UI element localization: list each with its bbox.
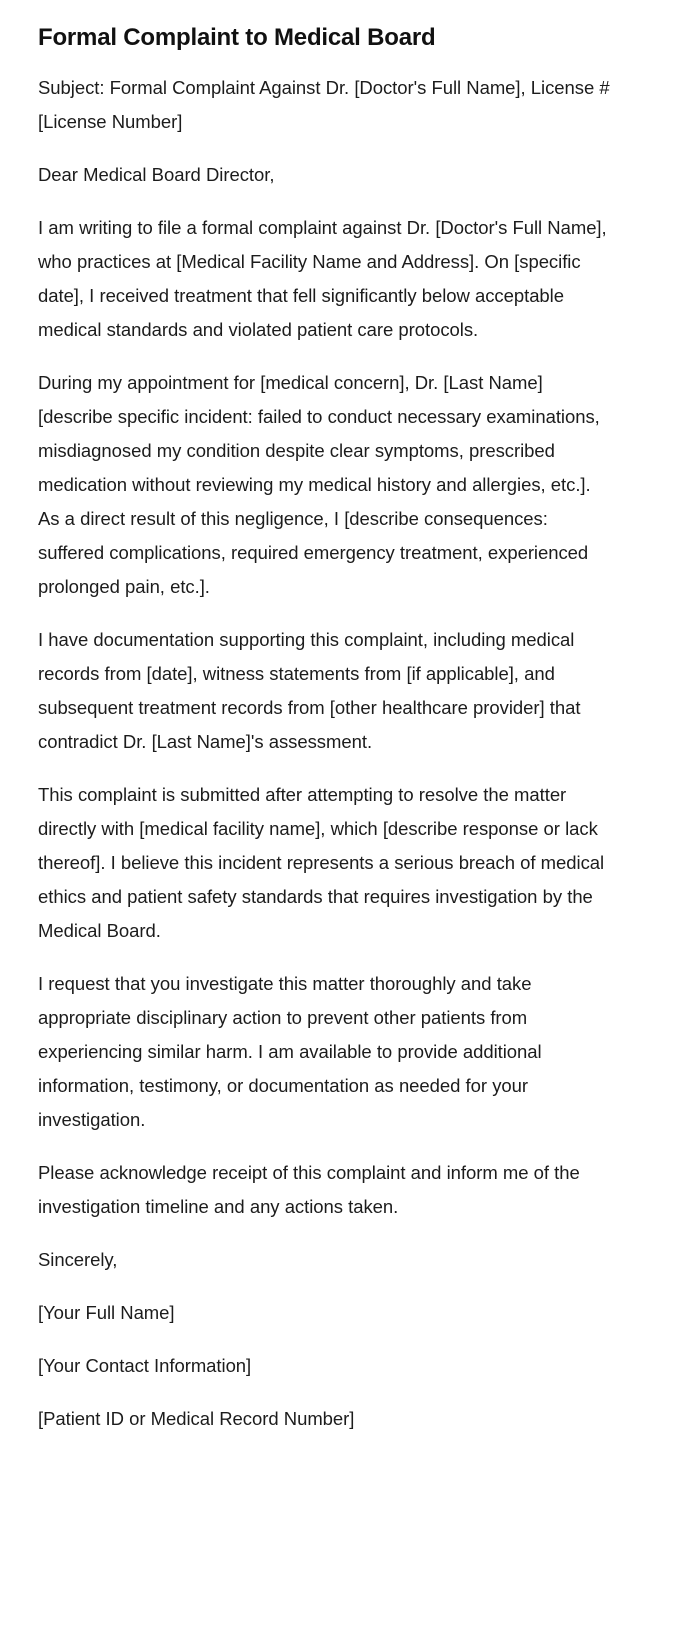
signature-patient-id: [Patient ID or Medical Record Number]: [38, 1408, 355, 1429]
signature-contact: [Your Contact Information]: [38, 1355, 252, 1376]
subject-line: Subject: Formal Complaint Against Dr. [Doctor's Full Name], License #[License Number]: [38, 77, 610, 132]
closing: Sincerely,: [38, 1249, 118, 1270]
paragraph-intro: I am writing to file a formal complaint against Dr. [Doctor's Full Name], who practices at [Medical Facility Name and Address]. On [specific date], I received treatment that fell significantly below acceptable medical standards and violated patient care protocols.: [38, 217, 607, 340]
salutation: Dear Medical Board Director,: [38, 164, 275, 185]
document-body: [38, 71, 615, 1436]
signature-name: [Your Full Name]: [38, 1302, 175, 1323]
paragraph-acknowledgement: Please acknowledge receipt of this complaint and inform me of the investigation timeline and any actions taken.: [38, 1162, 580, 1217]
page-title: Formal Complaint to Medical Board: [38, 24, 436, 51]
paragraph-request: I request that you investigate this matter thoroughly and take appropriate disciplinary action to prevent other patients from experiencing similar harm. I am available to provide additional information, testimony, or documentation as needed for your investigation.: [38, 973, 542, 1130]
paragraph-incident: During my appointment for [medical concern], Dr. [Last Name] [describe specific incident: failed to conduct necessary examinations, misdiagnosed my condition despite clear symptoms, prescribed medication without reviewing my medical history and allergies, etc.]. As a direct result of this negligence, I [describe consequences: suffered complications, required emergency treatment, experienced prolonged pain, etc.].: [38, 372, 600, 597]
paragraph-prior-resolution: This complaint is submitted after attempting to resolve the matter directly with [medical facility name], which [describe response or lack thereof]. I believe this incident represents a serious breach of medical ethics and patient safety standards that requires investigation by the Medical Board.: [38, 784, 605, 941]
paragraph-documentation: I have documentation supporting this complaint, including medical records from [date], witness statements from [if applicable], and subsequent treatment records from [other healthcare provider] that contradict Dr. [Last Name]'s assessment.: [38, 629, 581, 752]
